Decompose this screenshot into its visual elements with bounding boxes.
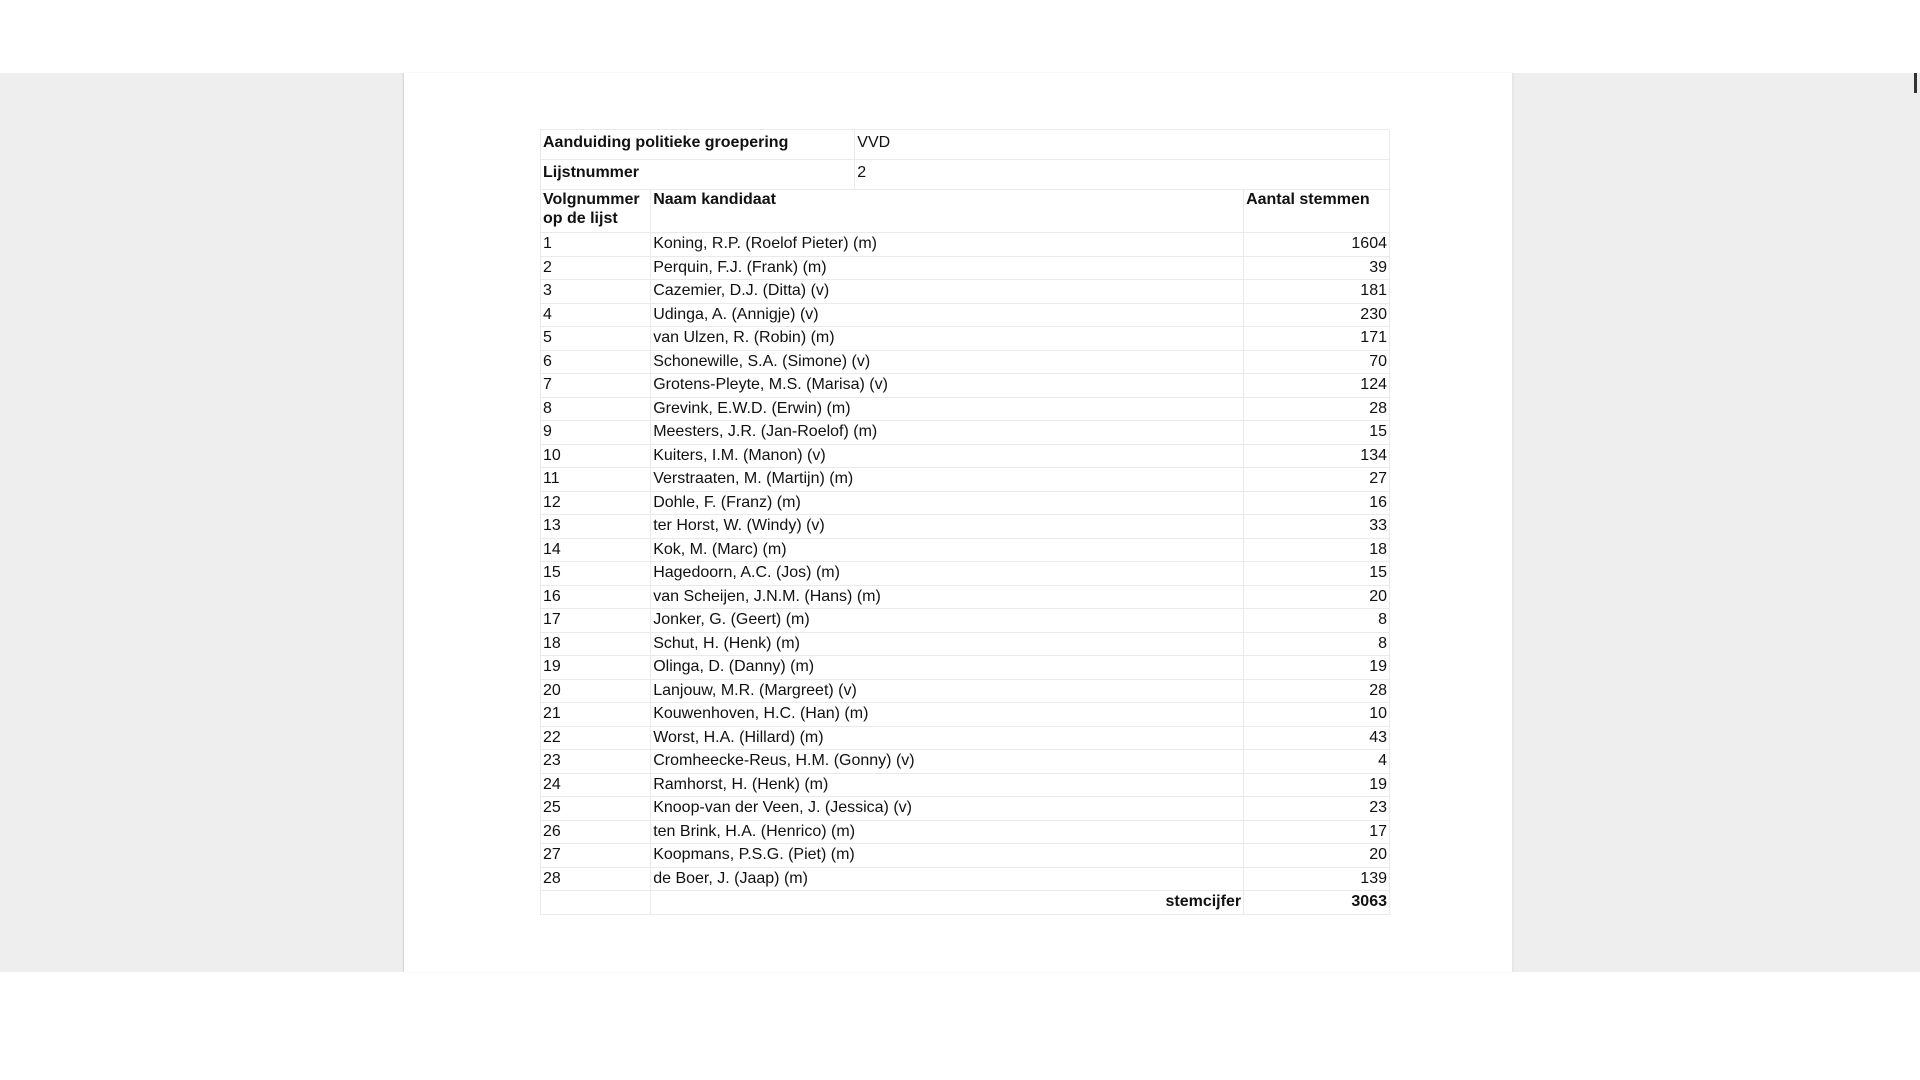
column-header-seq (541, 190, 651, 233)
table-row (541, 538, 1390, 562)
total-value: 3063 (1244, 891, 1390, 915)
candidate-votes: 171 (1244, 327, 1390, 351)
candidate-name: Schonewille, S.A. (Simone) (v) (651, 350, 1244, 374)
scrollbar-thumb[interactable] (1914, 73, 1917, 93)
candidate-number: 23 (541, 750, 651, 774)
candidate-votes: 28 (1244, 397, 1390, 421)
candidate-votes: 134 (1244, 444, 1390, 468)
column-header-seq-line2: op de lijst (543, 210, 618, 227)
candidate-votes: 139 (1244, 867, 1390, 891)
candidate-votes: 230 (1244, 303, 1390, 327)
list-number-value: 2 (855, 160, 1390, 190)
table-row (541, 797, 1390, 821)
table-row (541, 773, 1390, 797)
candidate-name: Ramhorst, H. (Henk) (m) (651, 773, 1244, 797)
candidate-number: 25 (541, 797, 651, 821)
candidate-number: 20 (541, 679, 651, 703)
table-row (541, 397, 1390, 421)
column-header-row (541, 190, 1390, 233)
table-row (541, 444, 1390, 468)
candidate-name: Koning, R.P. (Roelof Pieter) (m) (651, 233, 1244, 257)
candidate-number: 7 (541, 374, 651, 398)
list-number-row (541, 160, 1390, 190)
table-row (541, 280, 1390, 304)
candidate-number: 12 (541, 491, 651, 515)
table-row (541, 515, 1390, 539)
candidate-number: 18 (541, 632, 651, 656)
table-row (541, 468, 1390, 492)
candidate-votes: 8 (1244, 609, 1390, 633)
list-number-label: Lijstnummer (541, 160, 855, 190)
candidate-name: Olinga, D. (Danny) (m) (651, 656, 1244, 680)
column-header-name: Naam kandidaat (651, 190, 1244, 233)
candidate-number: 10 (541, 444, 651, 468)
candidate-number: 13 (541, 515, 651, 539)
candidate-number: 8 (541, 397, 651, 421)
table-row (541, 350, 1390, 374)
candidate-name: Grevink, E.W.D. (Erwin) (m) (651, 397, 1244, 421)
candidate-name: de Boer, J. (Jaap) (m) (651, 867, 1244, 891)
candidate-name: Kok, M. (Marc) (m) (651, 538, 1244, 562)
total-label: stemcijfer (651, 891, 1244, 915)
candidate-name: Lanjouw, M.R. (Margreet) (v) (651, 679, 1244, 703)
results-table (540, 129, 1390, 915)
total-empty-cell (541, 891, 651, 915)
candidate-number: 19 (541, 656, 651, 680)
candidate-number: 24 (541, 773, 651, 797)
candidate-number: 22 (541, 726, 651, 750)
party-value: VVD (855, 130, 1390, 160)
candidate-votes: 27 (1244, 468, 1390, 492)
candidate-name: ter Horst, W. (Windy) (v) (651, 515, 1244, 539)
candidate-votes: 39 (1244, 256, 1390, 280)
candidate-votes: 4 (1244, 750, 1390, 774)
candidate-votes: 10 (1244, 703, 1390, 727)
candidate-votes: 20 (1244, 585, 1390, 609)
candidate-number: 27 (541, 844, 651, 868)
candidate-votes: 8 (1244, 632, 1390, 656)
table-row (541, 656, 1390, 680)
candidate-votes: 1604 (1244, 233, 1390, 257)
party-row (541, 130, 1390, 160)
table-row (541, 750, 1390, 774)
candidate-number: 28 (541, 867, 651, 891)
candidate-name: Grotens-Pleyte, M.S. (Marisa) (v) (651, 374, 1244, 398)
table-row (541, 867, 1390, 891)
table-row (541, 585, 1390, 609)
candidate-rows (541, 233, 1390, 891)
table-row (541, 726, 1390, 750)
candidate-name: Dohle, F. (Franz) (m) (651, 491, 1244, 515)
candidate-votes: 20 (1244, 844, 1390, 868)
candidate-number: 21 (541, 703, 651, 727)
candidate-number: 17 (541, 609, 651, 633)
candidate-name: ten Brink, H.A. (Henrico) (m) (651, 820, 1244, 844)
candidate-name: Koopmans, P.S.G. (Piet) (m) (651, 844, 1244, 868)
candidate-number: 11 (541, 468, 651, 492)
table-row (541, 374, 1390, 398)
table-row (541, 421, 1390, 445)
candidate-name: Worst, H.A. (Hillard) (m) (651, 726, 1244, 750)
candidate-votes: 18 (1244, 538, 1390, 562)
table-row (541, 844, 1390, 868)
table-row (541, 703, 1390, 727)
candidate-name: Schut, H. (Henk) (m) (651, 632, 1244, 656)
candidate-name: Cromheecke-Reus, H.M. (Gonny) (v) (651, 750, 1244, 774)
candidate-name: Kuiters, I.M. (Manon) (v) (651, 444, 1244, 468)
column-header-votes: Aantal stemmen (1244, 190, 1390, 233)
candidate-number: 26 (541, 820, 651, 844)
candidate-name: Knoop-van der Veen, J. (Jessica) (v) (651, 797, 1244, 821)
table-row (541, 679, 1390, 703)
candidate-name: Hagedoorn, A.C. (Jos) (m) (651, 562, 1244, 586)
candidate-name: van Ulzen, R. (Robin) (m) (651, 327, 1244, 351)
table-row (541, 491, 1390, 515)
candidate-votes: 19 (1244, 656, 1390, 680)
candidate-votes: 28 (1244, 679, 1390, 703)
table-row (541, 233, 1390, 257)
party-label: Aanduiding politieke groepering (541, 130, 855, 160)
document-viewer (0, 73, 1920, 972)
candidate-number: 6 (541, 350, 651, 374)
candidate-votes: 19 (1244, 773, 1390, 797)
candidate-name: Meesters, J.R. (Jan-Roelof) (m) (651, 421, 1244, 445)
candidate-number: 15 (541, 562, 651, 586)
candidate-votes: 23 (1244, 797, 1390, 821)
total-row (541, 891, 1390, 915)
table-row (541, 632, 1390, 656)
table-row (541, 256, 1390, 280)
candidate-number: 4 (541, 303, 651, 327)
candidate-votes: 33 (1244, 515, 1390, 539)
document-page (403, 73, 1513, 972)
candidate-name: Jonker, G. (Geert) (m) (651, 609, 1244, 633)
candidate-number: 9 (541, 421, 651, 445)
candidate-votes: 15 (1244, 421, 1390, 445)
candidate-name: Kouwenhoven, H.C. (Han) (m) (651, 703, 1244, 727)
candidate-votes: 70 (1244, 350, 1390, 374)
candidate-number: 5 (541, 327, 651, 351)
candidate-name: Perquin, F.J. (Frank) (m) (651, 256, 1244, 280)
candidate-votes: 16 (1244, 491, 1390, 515)
candidate-number: 16 (541, 585, 651, 609)
column-header-seq-line1: Volgnummer (543, 191, 640, 208)
candidate-name: van Scheijen, J.N.M. (Hans) (m) (651, 585, 1244, 609)
candidate-name: Cazemier, D.J. (Ditta) (v) (651, 280, 1244, 304)
table-row (541, 609, 1390, 633)
candidate-votes: 181 (1244, 280, 1390, 304)
table-row (541, 327, 1390, 351)
candidate-number: 2 (541, 256, 651, 280)
table-row (541, 562, 1390, 586)
candidate-votes: 43 (1244, 726, 1390, 750)
table-row (541, 303, 1390, 327)
candidate-name: Verstraaten, M. (Martijn) (m) (651, 468, 1244, 492)
candidate-number: 14 (541, 538, 651, 562)
candidate-votes: 17 (1244, 820, 1390, 844)
candidate-name: Udinga, A. (Annigje) (v) (651, 303, 1244, 327)
candidate-votes: 15 (1244, 562, 1390, 586)
candidate-number: 1 (541, 233, 651, 257)
candidate-number: 3 (541, 280, 651, 304)
table-row (541, 820, 1390, 844)
candidate-votes: 124 (1244, 374, 1390, 398)
